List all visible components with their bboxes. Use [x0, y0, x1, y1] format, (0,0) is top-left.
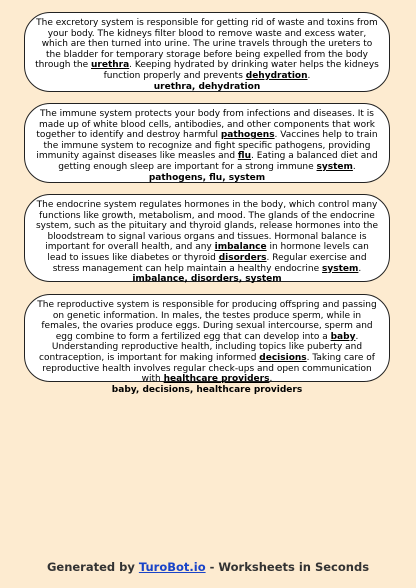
footer — [0, 560, 416, 574]
keyword-urethra: urethra — [91, 60, 130, 71]
passage-card-reproductive — [24, 294, 390, 395]
keyword-imbalance: imbalance — [214, 242, 267, 253]
passage-text: . Taking care of reproductive health involves regular check-ups and open communication with — [42, 352, 375, 385]
footer-suffix: - Worksheets in Seconds — [205, 560, 370, 574]
answer-list: imbalance, disorders, system — [132, 274, 282, 285]
passage-card-excretory — [24, 12, 390, 92]
passage-text: . Regular exercise and stress management can help maintain a healthy endocrine — [52, 252, 367, 274]
footer-prefix: Generated by — [46, 560, 139, 574]
passage-text: . — [358, 263, 362, 274]
passage-text: . Vaccines help to train the immune system to recognize and fight specific pathogens, providing immunity against diseases like measles and — [36, 130, 378, 162]
passage-card-endocrine — [24, 194, 390, 285]
keyword-pathogens: pathogens — [220, 130, 275, 141]
keyword-flu: flu — [237, 151, 251, 162]
answer-list: baby, decisions, healthcare providers — [111, 384, 303, 395]
passage-card-immune — [24, 103, 390, 183]
turobot-link[interactable]: TuroBot.io — [138, 560, 206, 574]
passage-text: in hormone levels can lead to issues like diabetes or thyroid — [47, 242, 369, 263]
keyword-baby: baby — [330, 331, 356, 342]
keyword-system: system — [322, 263, 359, 274]
passage-text: The immune system protects your body from infections and diseases. It is made up of white blood cells, antibodies, and other components that work together to identify and destroy harmful — [36, 109, 376, 141]
passage-text: The reproductive system is responsible for producing offspring and passing on genetic information. In males, the testes produce sperm, while in females, the ovaries produce eggs. During sexual intercourse, sperm and egg combine to form a fertilized egg that can develop into a — [37, 300, 377, 342]
keyword-healthcare-providers: healthcare providers — [163, 374, 270, 385]
passage-text: The endocrine system regulates hormones in the body, which control many functions like growth, metabolism, and mood. The glands of the endocrine system, such as the pituitary and thyroid glands, release hormones into the bloodstream to signal various organs and tissues. Hormonal balance is important for overall health, and any — [35, 200, 379, 253]
passage-text: . Eating a balanced diet and getting enough sleep are important for a strong immune — [58, 151, 378, 172]
keyword-disorders: disorders — [218, 252, 267, 263]
passage-text: The excretory system is responsible for getting rid of waste and toxins from your body. The kidneys filter blood to remove waste and excess water, which are then turned into urine. The urine travels through the ureters to the bladder for temporary storage before being expelled from the body through the — [35, 18, 378, 71]
keyword-decisions: decisions — [259, 352, 307, 363]
keyword-dehydration: dehydration — [245, 70, 308, 81]
passage-text: . Keeping hydrated by drinking water helps the kidneys function properly and prevents — [103, 60, 379, 81]
answer-list: urethra, dehydration — [153, 81, 261, 92]
passage-text: . — [352, 161, 356, 172]
passage-text: . — [307, 70, 311, 81]
passage-text: . Understanding reproductive health, including topics like puberty and contraception, is important for making informed — [39, 331, 363, 363]
answer-list: pathogens, flu, system — [148, 172, 266, 183]
keyword-system: system — [316, 161, 353, 172]
passage-text: . — [269, 374, 273, 385]
